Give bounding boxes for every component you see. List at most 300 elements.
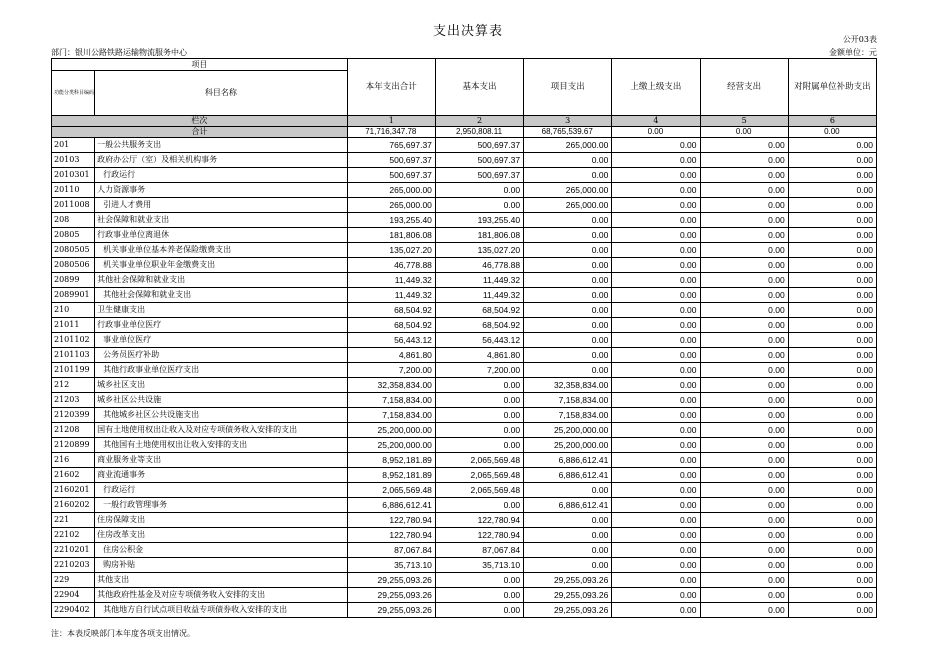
row-value: 0.00 bbox=[788, 243, 876, 258]
total-label: 合计 bbox=[52, 127, 348, 138]
table-row bbox=[52, 138, 877, 153]
row-value: 135,027.20 bbox=[347, 243, 435, 258]
row-value: 0.00 bbox=[612, 228, 700, 243]
row-value: 500,697.37 bbox=[435, 153, 523, 168]
row-value: 0.00 bbox=[700, 213, 788, 228]
table-row bbox=[52, 468, 877, 483]
row-code: 2290402 bbox=[52, 603, 95, 618]
row-value: 500,697.37 bbox=[347, 168, 435, 183]
row-value: 0.00 bbox=[788, 288, 876, 303]
row-value: 0.00 bbox=[700, 528, 788, 543]
table-row bbox=[52, 288, 877, 303]
row-name: 其他社会保障和就业支出 bbox=[95, 288, 348, 303]
table-row bbox=[52, 393, 877, 408]
col-number: 6 bbox=[788, 116, 876, 127]
row-value: 0.00 bbox=[700, 318, 788, 333]
row-value: 68,504.92 bbox=[435, 318, 523, 333]
header-code: 功能分类科目编码 bbox=[52, 71, 95, 116]
row-value: 25,200,000.00 bbox=[524, 423, 612, 438]
row-code: 2120399 bbox=[52, 408, 95, 423]
row-name: 机关事业单位基本养老保险缴费支出 bbox=[95, 243, 348, 258]
row-value: 46,778.88 bbox=[347, 258, 435, 273]
total-value: 0.00 bbox=[612, 127, 700, 138]
table-row bbox=[52, 183, 877, 198]
row-code: 2210201 bbox=[52, 543, 95, 558]
table-row bbox=[52, 378, 877, 393]
row-value: 0.00 bbox=[788, 333, 876, 348]
row-value: 0.00 bbox=[612, 198, 700, 213]
row-value: 122,780.94 bbox=[347, 528, 435, 543]
department-label: 部门：银川公路铁路运输物流服务中心 bbox=[51, 48, 187, 57]
row-value: 6,886,612.41 bbox=[347, 498, 435, 513]
row-value: 0.00 bbox=[700, 513, 788, 528]
row-value: 122,780.94 bbox=[347, 513, 435, 528]
row-value: 0.00 bbox=[700, 558, 788, 573]
row-value: 4,861.80 bbox=[435, 348, 523, 363]
row-value: 500,697.37 bbox=[435, 138, 523, 153]
row-code: 212 bbox=[52, 378, 95, 393]
row-value: 0.00 bbox=[700, 138, 788, 153]
row-value: 0.00 bbox=[612, 468, 700, 483]
row-value: 0.00 bbox=[612, 273, 700, 288]
row-value: 0.00 bbox=[788, 573, 876, 588]
row-value: 87,067.84 bbox=[435, 543, 523, 558]
row-value: 25,200,000.00 bbox=[347, 423, 435, 438]
row-value: 265,000.00 bbox=[524, 183, 612, 198]
row-value: 6,886,612.41 bbox=[524, 498, 612, 513]
table-row bbox=[52, 498, 877, 513]
row-value: 0.00 bbox=[700, 588, 788, 603]
row-code: 2011008 bbox=[52, 198, 95, 213]
row-value: 25,200,000.00 bbox=[347, 438, 435, 453]
row-value: 0.00 bbox=[524, 258, 612, 273]
table-row bbox=[52, 528, 877, 543]
row-code: 20110 bbox=[52, 183, 95, 198]
row-name: 行政运行 bbox=[95, 168, 348, 183]
row-value: 29,255,093.26 bbox=[347, 573, 435, 588]
row-name: 政府办公厅（室）及相关机构事务 bbox=[95, 153, 348, 168]
row-code: 2080506 bbox=[52, 258, 95, 273]
row-value: 0.00 bbox=[788, 378, 876, 393]
row-value: 193,255.40 bbox=[435, 213, 523, 228]
row-name: 行政运行 bbox=[95, 483, 348, 498]
row-value: 0.00 bbox=[612, 348, 700, 363]
row-value: 0.00 bbox=[700, 243, 788, 258]
row-value: 265,000.00 bbox=[524, 198, 612, 213]
row-value: 0.00 bbox=[435, 423, 523, 438]
row-value: 0.00 bbox=[788, 258, 876, 273]
table-row bbox=[52, 423, 877, 438]
table-row bbox=[52, 483, 877, 498]
header-row-item bbox=[52, 59, 877, 71]
row-value: 0.00 bbox=[435, 408, 523, 423]
row-value: 0.00 bbox=[612, 258, 700, 273]
row-value: 0.00 bbox=[612, 303, 700, 318]
row-value: 0.00 bbox=[612, 558, 700, 573]
table-row bbox=[52, 153, 877, 168]
col-number: 4 bbox=[612, 116, 700, 127]
row-name: 引进人才费用 bbox=[95, 198, 348, 213]
row-value: 35,713.10 bbox=[347, 558, 435, 573]
row-value: 122,780.94 bbox=[435, 513, 523, 528]
row-value: 0.00 bbox=[612, 543, 700, 558]
form-number: 公开03表 bbox=[842, 35, 877, 44]
row-value: 0.00 bbox=[612, 603, 700, 618]
row-value: 68,504.92 bbox=[435, 303, 523, 318]
row-value: 29,255,093.26 bbox=[524, 603, 612, 618]
row-name: 人力资源事务 bbox=[95, 183, 348, 198]
row-code: 20899 bbox=[52, 273, 95, 288]
table-row bbox=[52, 333, 877, 348]
row-name: 卫生健康支出 bbox=[95, 303, 348, 318]
row-code: 21203 bbox=[52, 393, 95, 408]
row-value: 7,158,834.00 bbox=[524, 408, 612, 423]
row-value: 8,952,181.89 bbox=[347, 468, 435, 483]
row-value: 135,027.20 bbox=[435, 243, 523, 258]
row-value: 500,697.37 bbox=[435, 168, 523, 183]
row-value: 0.00 bbox=[700, 468, 788, 483]
row-value: 0.00 bbox=[788, 423, 876, 438]
table-row bbox=[52, 573, 877, 588]
row-code: 2101103 bbox=[52, 348, 95, 363]
row-value: 68,504.92 bbox=[347, 303, 435, 318]
row-code: 22904 bbox=[52, 588, 95, 603]
row-name: 其他城乡社区公共设施支出 bbox=[95, 408, 348, 423]
row-value: 0.00 bbox=[612, 423, 700, 438]
header-row-colnum bbox=[52, 116, 877, 127]
row-value: 0.00 bbox=[788, 588, 876, 603]
row-value: 29,255,093.26 bbox=[347, 588, 435, 603]
row-value: 0.00 bbox=[612, 318, 700, 333]
table-row bbox=[52, 243, 877, 258]
col-number: 5 bbox=[700, 116, 788, 127]
row-value: 0.00 bbox=[612, 573, 700, 588]
row-value: 87,067.84 bbox=[347, 543, 435, 558]
row-value: 193,255.40 bbox=[347, 213, 435, 228]
row-value: 0.00 bbox=[788, 213, 876, 228]
col-number: 1 bbox=[347, 116, 435, 127]
row-value: 0.00 bbox=[788, 153, 876, 168]
row-value: 0.00 bbox=[612, 213, 700, 228]
row-name: 住房改革支出 bbox=[95, 528, 348, 543]
row-value: 0.00 bbox=[700, 453, 788, 468]
table-row bbox=[52, 228, 877, 243]
row-value: 0.00 bbox=[788, 603, 876, 618]
row-value: 0.00 bbox=[612, 183, 700, 198]
row-value: 11,449.32 bbox=[435, 273, 523, 288]
row-value: 0.00 bbox=[788, 273, 876, 288]
header-col-basic: 基本支出 bbox=[435, 59, 523, 116]
col-number: 3 bbox=[524, 116, 612, 127]
table-row bbox=[52, 363, 877, 378]
row-code: 210 bbox=[52, 303, 95, 318]
row-name: 一般行政管理事务 bbox=[95, 498, 348, 513]
row-value: 265,000.00 bbox=[347, 198, 435, 213]
row-name: 住房公积金 bbox=[95, 543, 348, 558]
row-value: 0.00 bbox=[700, 168, 788, 183]
row-value: 0.00 bbox=[788, 183, 876, 198]
row-value: 0.00 bbox=[700, 228, 788, 243]
row-name: 购房补贴 bbox=[95, 558, 348, 573]
row-value: 181,806.08 bbox=[347, 228, 435, 243]
header-col-subsidy: 对附属单位补助支出 bbox=[788, 59, 876, 116]
row-value: 0.00 bbox=[612, 393, 700, 408]
row-value: 6,886,612.41 bbox=[524, 453, 612, 468]
row-value: 0.00 bbox=[788, 348, 876, 363]
row-name: 机关事业单位职业年金缴费支出 bbox=[95, 258, 348, 273]
row-value: 181,806.08 bbox=[435, 228, 523, 243]
row-name: 行政事业单位医疗 bbox=[95, 318, 348, 333]
row-code: 21208 bbox=[52, 423, 95, 438]
row-value: 0.00 bbox=[612, 288, 700, 303]
row-value: 0.00 bbox=[700, 303, 788, 318]
row-value: 7,158,834.00 bbox=[347, 408, 435, 423]
total-value: 71,716,347.78 bbox=[347, 127, 435, 138]
row-value: 0.00 bbox=[788, 198, 876, 213]
row-value: 0.00 bbox=[700, 183, 788, 198]
row-value: 0.00 bbox=[612, 588, 700, 603]
row-value: 0.00 bbox=[524, 528, 612, 543]
row-value: 7,158,834.00 bbox=[524, 393, 612, 408]
row-value: 265,000.00 bbox=[347, 183, 435, 198]
row-value: 6,886,612.41 bbox=[524, 468, 612, 483]
header-col-upper: 上缴上级支出 bbox=[612, 59, 700, 116]
row-value: 7,200.00 bbox=[347, 363, 435, 378]
row-name: 行政事业单位离退休 bbox=[95, 228, 348, 243]
row-value: 0.00 bbox=[524, 303, 612, 318]
row-value: 0.00 bbox=[700, 498, 788, 513]
row-value: 0.00 bbox=[612, 528, 700, 543]
row-value: 0.00 bbox=[788, 513, 876, 528]
row-code: 2010301 bbox=[52, 168, 95, 183]
row-value: 0.00 bbox=[700, 273, 788, 288]
row-name: 商业服务业等支出 bbox=[95, 453, 348, 468]
row-value: 0.00 bbox=[788, 543, 876, 558]
row-value: 0.00 bbox=[700, 198, 788, 213]
row-value: 0.00 bbox=[788, 393, 876, 408]
row-value: 0.00 bbox=[612, 333, 700, 348]
row-value: 0.00 bbox=[700, 438, 788, 453]
header-col-business: 经营支出 bbox=[700, 59, 788, 116]
row-value: 32,358,834.00 bbox=[347, 378, 435, 393]
row-code: 208 bbox=[52, 213, 95, 228]
row-value: 0.00 bbox=[524, 513, 612, 528]
row-value: 32,358,834.00 bbox=[524, 378, 612, 393]
row-code: 221 bbox=[52, 513, 95, 528]
row-value: 0.00 bbox=[700, 258, 788, 273]
row-name: 其他政府性基金及对应专项债务收入安排的支出 bbox=[95, 588, 348, 603]
row-value: 0.00 bbox=[612, 243, 700, 258]
table-row bbox=[52, 543, 877, 558]
row-value: 122,780.94 bbox=[435, 528, 523, 543]
row-value: 0.00 bbox=[524, 243, 612, 258]
row-value: 0.00 bbox=[612, 153, 700, 168]
footnote: 注：本表反映部门本年度各项支出情况。 bbox=[51, 629, 195, 638]
row-name: 商业流通事务 bbox=[95, 468, 348, 483]
row-value: 0.00 bbox=[612, 138, 700, 153]
row-value: 29,255,093.26 bbox=[524, 573, 612, 588]
row-value: 0.00 bbox=[612, 453, 700, 468]
total-row bbox=[52, 127, 877, 138]
total-value: 2,950,808.11 bbox=[435, 127, 523, 138]
row-code: 21011 bbox=[52, 318, 95, 333]
row-name: 其他行政事业单位医疗支出 bbox=[95, 363, 348, 378]
table-row bbox=[52, 198, 877, 213]
row-code: 201 bbox=[52, 138, 95, 153]
row-value: 0.00 bbox=[700, 288, 788, 303]
page-title: 支出决算表 bbox=[432, 24, 503, 39]
row-value: 46,778.88 bbox=[435, 258, 523, 273]
row-value: 7,158,834.00 bbox=[347, 393, 435, 408]
row-value: 0.00 bbox=[788, 438, 876, 453]
row-value: 4,861.80 bbox=[347, 348, 435, 363]
row-value: 0.00 bbox=[700, 408, 788, 423]
row-code: 2120899 bbox=[52, 438, 95, 453]
row-value: 0.00 bbox=[788, 468, 876, 483]
row-value: 8,952,181.89 bbox=[347, 453, 435, 468]
row-name: 住房保障支出 bbox=[95, 513, 348, 528]
row-code: 20805 bbox=[52, 228, 95, 243]
row-code: 229 bbox=[52, 573, 95, 588]
row-value: 765,697.37 bbox=[347, 138, 435, 153]
row-value: 0.00 bbox=[435, 603, 523, 618]
row-value: 0.00 bbox=[700, 543, 788, 558]
row-value: 56,443.12 bbox=[347, 333, 435, 348]
row-value: 2,065,569.48 bbox=[435, 483, 523, 498]
row-code: 2160202 bbox=[52, 498, 95, 513]
row-value: 0.00 bbox=[435, 498, 523, 513]
row-value: 0.00 bbox=[524, 483, 612, 498]
table-row bbox=[52, 513, 877, 528]
row-value: 0.00 bbox=[700, 423, 788, 438]
row-name: 一般公共服务支出 bbox=[95, 138, 348, 153]
row-name: 其他社会保障和就业支出 bbox=[95, 273, 348, 288]
row-value: 0.00 bbox=[700, 378, 788, 393]
row-value: 0.00 bbox=[612, 408, 700, 423]
row-name: 社会保障和就业支出 bbox=[95, 213, 348, 228]
unit-label: 金额单位：元 bbox=[829, 48, 877, 57]
table-row bbox=[52, 303, 877, 318]
row-value: 0.00 bbox=[612, 498, 700, 513]
row-value: 0.00 bbox=[788, 318, 876, 333]
row-value: 0.00 bbox=[612, 363, 700, 378]
row-code: 2101102 bbox=[52, 333, 95, 348]
table-row bbox=[52, 258, 877, 273]
table-row bbox=[52, 603, 877, 618]
row-value: 0.00 bbox=[524, 558, 612, 573]
row-value: 56,443.12 bbox=[435, 333, 523, 348]
row-value: 35,713.10 bbox=[435, 558, 523, 573]
table-row bbox=[52, 318, 877, 333]
row-value: 0.00 bbox=[700, 348, 788, 363]
row-name: 国有土地使用权出让收入及对应专项债务收入安排的支出 bbox=[95, 423, 348, 438]
row-value: 265,000.00 bbox=[524, 138, 612, 153]
row-value: 0.00 bbox=[435, 588, 523, 603]
row-value: 0.00 bbox=[788, 558, 876, 573]
row-value: 11,449.32 bbox=[347, 273, 435, 288]
row-value: 11,449.32 bbox=[347, 288, 435, 303]
row-name: 其他地方自行试点项目收益专项债券收入安排的支出 bbox=[95, 603, 348, 618]
row-value: 0.00 bbox=[524, 213, 612, 228]
row-value: 0.00 bbox=[524, 543, 612, 558]
row-value: 0.00 bbox=[612, 168, 700, 183]
row-name: 城乡社区支出 bbox=[95, 378, 348, 393]
row-code: 22102 bbox=[52, 528, 95, 543]
row-value: 0.00 bbox=[524, 273, 612, 288]
row-value: 0.00 bbox=[435, 573, 523, 588]
col-number: 2 bbox=[435, 116, 523, 127]
row-code: 2210203 bbox=[52, 558, 95, 573]
row-code: 2080505 bbox=[52, 243, 95, 258]
row-value: 0.00 bbox=[788, 168, 876, 183]
total-value: 68,765,539.67 bbox=[524, 127, 612, 138]
row-code: 21602 bbox=[52, 468, 95, 483]
row-value: 0.00 bbox=[700, 333, 788, 348]
row-value: 0.00 bbox=[524, 288, 612, 303]
table-row bbox=[52, 438, 877, 453]
table-row bbox=[52, 558, 877, 573]
row-value: 7,200.00 bbox=[435, 363, 523, 378]
row-value: 0.00 bbox=[700, 393, 788, 408]
row-value: 0.00 bbox=[788, 483, 876, 498]
row-name: 其他国有土地使用权出让收入安排的支出 bbox=[95, 438, 348, 453]
header-col-total: 本年支出合计 bbox=[347, 59, 435, 116]
row-value: 0.00 bbox=[524, 333, 612, 348]
row-value: 0.00 bbox=[788, 363, 876, 378]
row-value: 0.00 bbox=[524, 318, 612, 333]
row-value: 0.00 bbox=[788, 528, 876, 543]
row-value: 0.00 bbox=[612, 483, 700, 498]
row-name: 公务员医疗补助 bbox=[95, 348, 348, 363]
row-code: 2101199 bbox=[52, 363, 95, 378]
row-value: 0.00 bbox=[524, 153, 612, 168]
row-value: 0.00 bbox=[700, 573, 788, 588]
row-value: 0.00 bbox=[524, 363, 612, 378]
row-value: 0.00 bbox=[788, 498, 876, 513]
row-value: 0.00 bbox=[435, 393, 523, 408]
row-value: 0.00 bbox=[435, 438, 523, 453]
expenditure-table bbox=[51, 58, 877, 618]
row-code: 20103 bbox=[52, 153, 95, 168]
row-value: 0.00 bbox=[435, 198, 523, 213]
row-value: 68,504.92 bbox=[347, 318, 435, 333]
row-value: 2,065,569.48 bbox=[347, 483, 435, 498]
row-value: 0.00 bbox=[788, 408, 876, 423]
row-value: 0.00 bbox=[788, 453, 876, 468]
row-value: 0.00 bbox=[612, 513, 700, 528]
row-value: 0.00 bbox=[788, 228, 876, 243]
row-value: 0.00 bbox=[612, 378, 700, 393]
row-name: 城乡社区公共设施 bbox=[95, 393, 348, 408]
row-value: 0.00 bbox=[524, 348, 612, 363]
row-value: 0.00 bbox=[788, 138, 876, 153]
row-code: 216 bbox=[52, 453, 95, 468]
row-value: 0.00 bbox=[700, 603, 788, 618]
header-name: 科目名称 bbox=[95, 71, 348, 116]
table-row bbox=[52, 408, 877, 423]
header-item: 项目 bbox=[52, 59, 348, 71]
total-value: 0.00 bbox=[788, 127, 876, 138]
row-value: 0.00 bbox=[435, 378, 523, 393]
table-row bbox=[52, 168, 877, 183]
row-code: 2089901 bbox=[52, 288, 95, 303]
row-value: 0.00 bbox=[524, 168, 612, 183]
row-value: 0.00 bbox=[700, 483, 788, 498]
row-value: 0.00 bbox=[700, 153, 788, 168]
row-value: 25,200,000.00 bbox=[524, 438, 612, 453]
table-row bbox=[52, 273, 877, 288]
table-row bbox=[52, 453, 877, 468]
